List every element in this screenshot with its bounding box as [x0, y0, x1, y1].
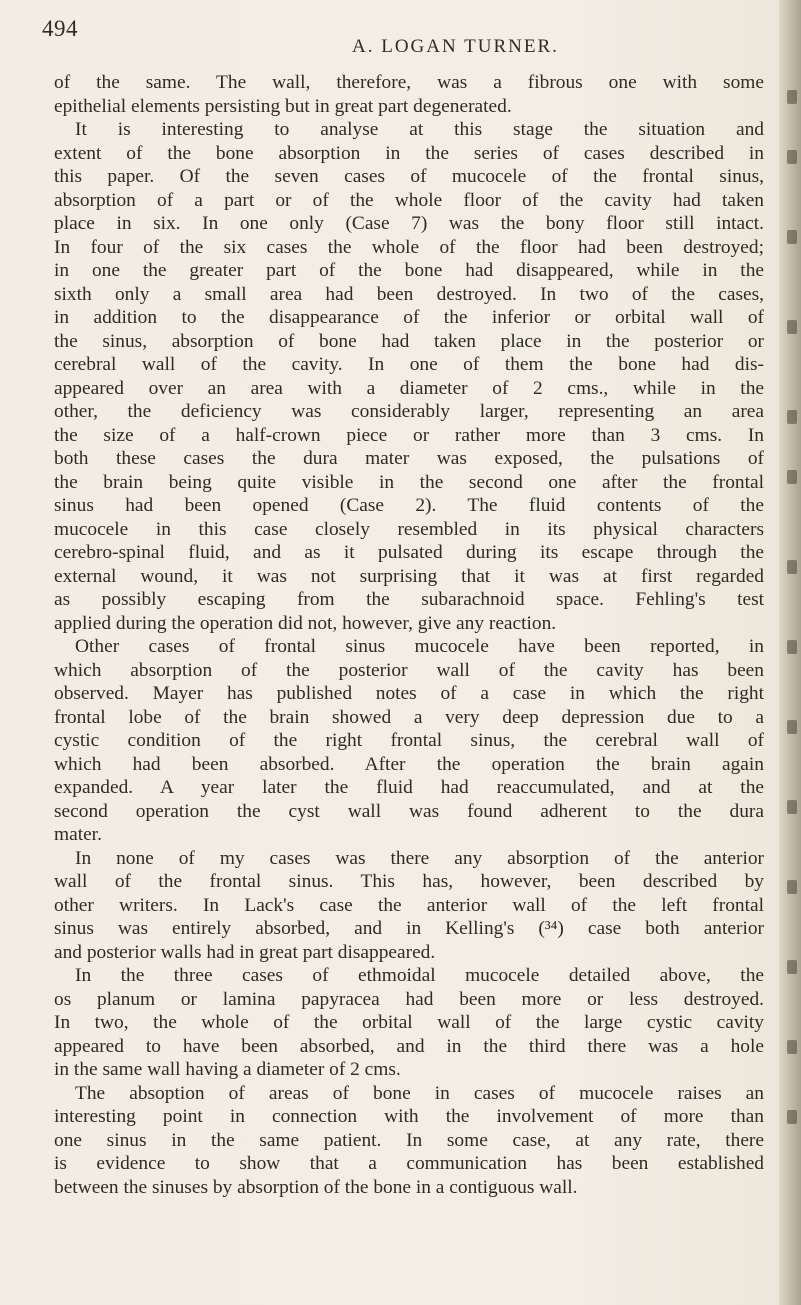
edge-mark — [787, 1110, 797, 1124]
edge-mark — [787, 470, 797, 484]
text-line: cystic condition of the right frontal sinus, the cerebral wall of — [54, 730, 764, 751]
edge-mark — [787, 880, 797, 894]
text-line: In two, the whole of the orbital wall of the large cystic cavity — [54, 1012, 764, 1033]
page-edge-shadow — [779, 0, 801, 1305]
text-line: absorption of a part or of the whole floor of the cavity had taken — [54, 189, 764, 211]
edge-mark — [787, 90, 797, 104]
text-line: in the same wall having a diameter of 2 cms. — [54, 1059, 401, 1080]
text-line: this paper. Of the seven cases of mucocele of the frontal sinus, — [54, 166, 764, 187]
text-line: frontal lobe of the brain showed a very deep depression due to a — [54, 706, 764, 728]
text-line: sixth only a small area had been destroyed. In two of the cases, — [54, 283, 764, 305]
text-line: the sinus, absorption of bone had taken place in the posterior or — [54, 330, 764, 352]
text-line: between the sinuses by absorption of the bone in a contiguous wall. — [54, 1176, 578, 1198]
edge-mark — [787, 230, 797, 244]
text-line: observed. Mayer has published notes of a case in which the right — [54, 683, 764, 704]
text-line: Other cases of frontal sinus mucocele have been reported, in — [75, 636, 764, 657]
text-line: which had been absorbed. After the operation the brain again — [54, 753, 764, 775]
edge-mark — [787, 150, 797, 164]
text-line: extent of the bone absorption in the series of cases described in — [54, 142, 764, 164]
edge-mark — [787, 800, 797, 814]
running-head — [42, 16, 762, 56]
text-line: in one the greater part of the bone had disappeared, while in the — [54, 260, 764, 281]
text-line: expanded. A year later the fluid had reaccumulated, and at the — [54, 777, 764, 798]
edge-mark — [787, 320, 797, 334]
text-line: appeared over an area with a diameter of 2 cms., while in the — [54, 377, 764, 399]
edge-mark — [787, 640, 797, 654]
text-line: as possibly escaping from the subarachnoid space. Fehling's test — [54, 589, 764, 610]
text-line: of the same. The wall, therefore, was a fibrous one with some — [54, 72, 764, 93]
body-text — [54, 71, 764, 1199]
text-line: second operation the cyst wall was found adherent to the dura — [54, 800, 764, 822]
text-line: other writers. In Lack's case the anterior wall of the left frontal — [54, 894, 764, 916]
edge-mark — [787, 560, 797, 574]
edge-mark — [787, 960, 797, 974]
text-line: is evidence to show that a communication has been established — [54, 1153, 764, 1174]
text-line: the size of a half-crown piece or rather more than 3 cms. In — [54, 424, 764, 446]
text-line: In none of my cases was there any absorption of the anterior — [75, 847, 764, 869]
text-line: other, the deficiency was considerably larger, representing an area — [54, 401, 764, 422]
text-line: sinus was entirely absorbed, and in Kelling's (³⁴) case both anterior — [54, 918, 764, 939]
text-line: in addition to the disappearance of the inferior or orbital wall of — [54, 307, 764, 328]
text-line: external wound, it was not surprising that it was at first regarded — [54, 565, 764, 587]
text-line: The absoption of areas of bone in cases of mucocele raises an — [75, 1082, 764, 1104]
edge-mark — [787, 410, 797, 424]
text-line: one sinus in the same patient. In some case, at any rate, there — [54, 1129, 764, 1151]
edge-mark — [787, 720, 797, 734]
text-line: and posterior walls had in great part disappeared. — [54, 941, 436, 963]
text-line: wall of the frontal sinus. This has, however, been described by — [54, 871, 764, 892]
text-line: applied during the operation did not, however, give any reaction. — [54, 612, 557, 634]
text-line: place in six. In one only (Case 7) was the bony floor still intact. — [54, 213, 764, 234]
text-line: In four of the six cases the whole of the floor had been destroyed; — [54, 236, 764, 258]
text-line: sinus had been opened (Case 2). The fluid contents of the — [54, 495, 764, 516]
page-number: 494 — [42, 16, 78, 41]
text-line: both these cases the dura mater was exposed, the pulsations of — [54, 448, 764, 469]
text-line: appeared to have been absorbed, and in the third there was a hole — [54, 1035, 764, 1057]
text-line: the brain being quite visible in the second one after the frontal — [54, 471, 764, 493]
text-line: cerebral wall of the cavity. In one of them the bone had dis- — [54, 354, 764, 375]
running-head-author: A. LOGAN TURNER. — [352, 36, 559, 57]
text-line: epithelial elements persisting but in great part degenerated. — [54, 95, 512, 117]
text-line: cerebro-spinal fluid, and as it pulsated during its escape through the — [54, 542, 764, 563]
text-line: os planum or lamina papyracea had been more or less destroyed. — [54, 988, 764, 1010]
text-line: It is interesting to analyse at this stage the situation and — [75, 119, 764, 140]
edge-mark — [787, 1040, 797, 1054]
text-line: mater. — [54, 824, 102, 845]
text-line: mucocele in this case closely resembled in its physical characters — [54, 518, 764, 540]
text-line: In the three cases of ethmoidal mucocele detailed above, the — [75, 965, 764, 986]
text-line: which absorption of the posterior wall of the cavity has been — [54, 659, 764, 681]
text-line: interesting point in connection with the involvement of more than — [54, 1106, 764, 1127]
